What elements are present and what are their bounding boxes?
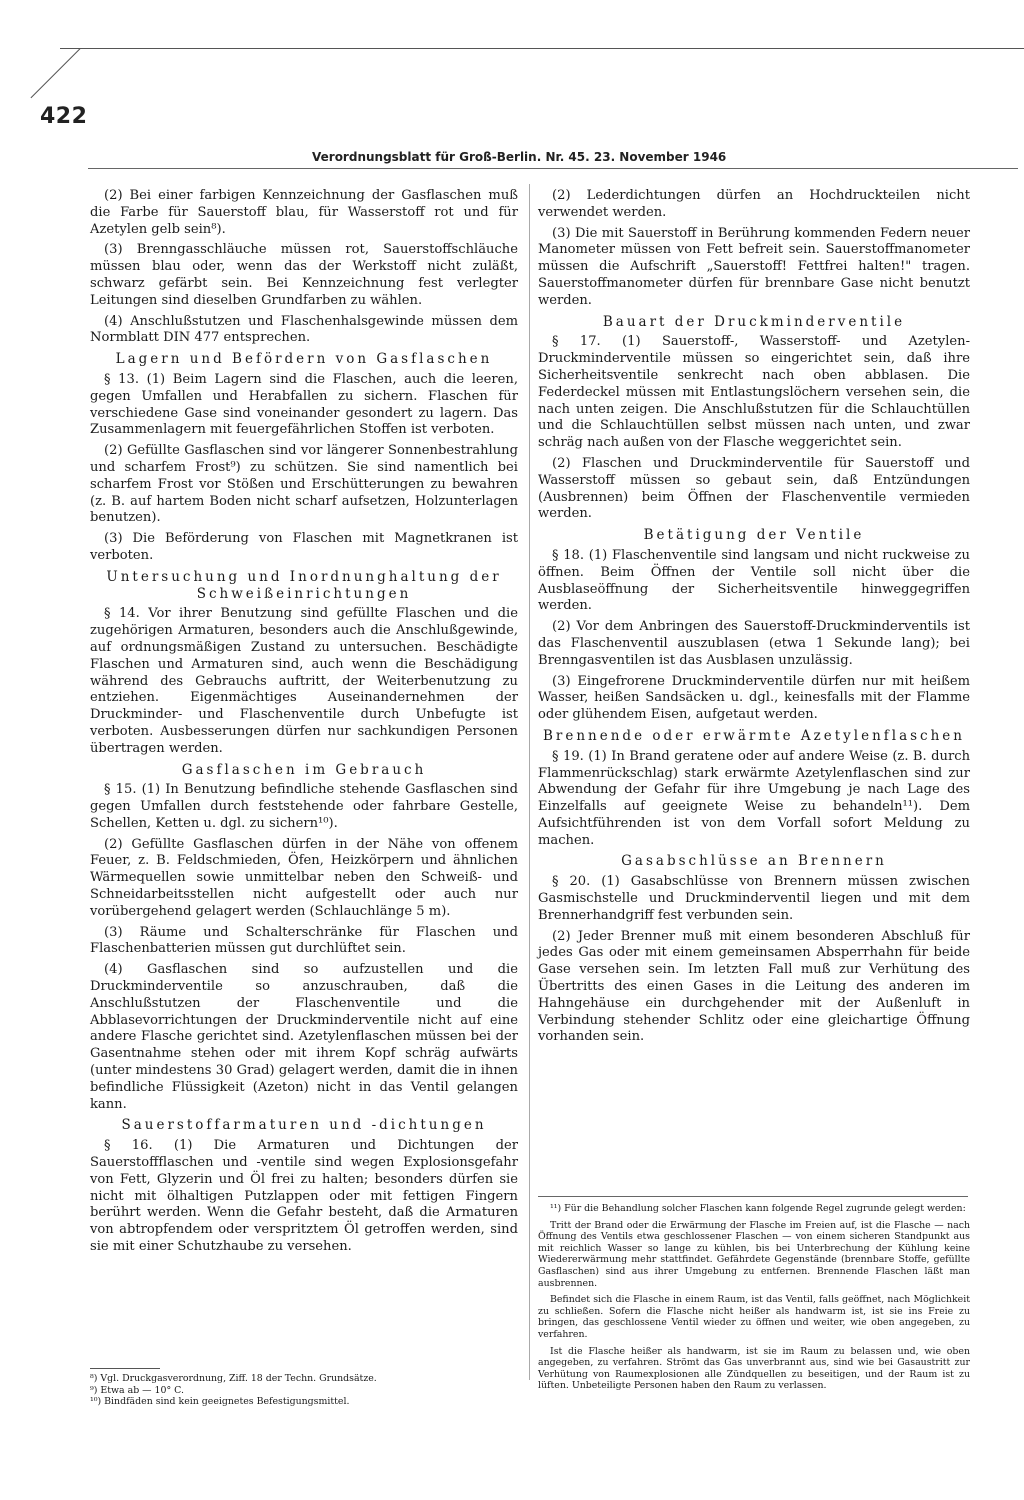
right-footnote xyxy=(538,1196,970,1397)
section-heading: Betätigung der Ventile xyxy=(643,527,865,544)
left-footnotes xyxy=(90,1368,518,1408)
top-border-line xyxy=(60,48,1024,49)
running-title: Verordnungsblatt für Groß-Berlin. Nr. 45. 23. November 1946 xyxy=(312,150,727,164)
footnote-paragraph: Ist die Flasche heißer als handwarm, ist sie im Raum zu belassen und, wie oben angegeben, zu verfahren. Strömt das Gas unverbrannt aus, sind wie bei Gasaustritt zur Verhütung von Raumexplosionen alle Zündquellen zu beseitigen, und der Raum ist zu lüften. Unbeteiligte Personen haben den Raum zu verlassen. xyxy=(538,1345,970,1392)
footnote-paragraph: Befindet sich die Flasche in einem Raum, ist das Ventil, falls geöffnet, nach Möglichkeit zu schließen. Sofern die Flasche nicht heißer als handwarm ist, ist sie ins Freie zu bringen, das geschlossene Ventil wieder zu öffnen und weiter, wie oben angegeben, zu verfahren. xyxy=(538,1294,970,1340)
paragraph: (4) Anschlußstutzen und Flaschenhalsgewinde müssen dem Normblatt DIN 477 entsprechen. xyxy=(90,313,518,346)
column-divider xyxy=(529,184,530,1380)
right-column xyxy=(538,188,970,1050)
paragraph: § 15. (1) In Benutzung befindliche stehende Gasflaschen sind gegen Umfallen durch feststehende oder fahrbare Gestelle, Schellen, Ketten u. dgl. zu sichern¹⁰). xyxy=(90,782,518,831)
paragraph: (2) Flaschen und Druckminderventile für Sauerstoff und Wasserstoff müssen so gebaut sein, daß Entzündungen (Ausbrennen) beim Öffnen der Flaschenventile vermieden werden. xyxy=(538,455,970,522)
paragraph: § 19. (1) In Brand geratene oder auf andere Weise (z. B. durch Flammenrückschlag) stark erwärmte Azetylenflaschen sind zur Abwendung der Gefahr für ihre Umgebung je nach Lage des Einzelfalls auf geeignete Weise zu behandeln¹¹). Dem Aufsichtführenden ist von dem Vorfall sofort Meldung zu machen. xyxy=(538,748,970,848)
paragraph: (3) Räume und Schalterschränke für Flaschen und Flaschenbatterien müssen gut durchlüftet sein. xyxy=(90,924,518,957)
paragraph: (3) Eingefrorene Druckminderventile dürfen nur mit heißem Wasser, heißen Sandsäcken u. dgl., keinesfalls mit der Flamme oder glühendem Eisen, aufgetaut werden. xyxy=(538,673,970,723)
footnote-paragraph: Tritt der Brand oder die Erwärmung der Flasche im Freien auf, ist die Flasche — nach Öffnung des Ventils etwa geschlossener Flaschen — von einem sicheren Standpunkt aus mit reichlich Wasser so lange zu kühlen, bis bei Unterbrechung der Kühlung keine Wiedererwärmung mehr stattfindet. Gefährdete Gegenstände (brennbare Stoffe, gefüllte Gasflaschen) sind aus ihrer Umgebung zu entfernen. Brennende Flaschen läßt man ausbrennen. xyxy=(538,1219,970,1289)
footnote-rule xyxy=(90,1368,160,1369)
top-corner-line xyxy=(31,48,81,98)
footnote: ⁸) Vgl. Druckgasverordnung, Ziff. 18 der Techn. Grundsätze. xyxy=(90,1373,377,1384)
paragraph: § 17. (1) Sauerstoff-, Wasserstoff- und Azetylen-Druckminderventile müssen so eingerichtet sein, daß ihre Sicherheitsventile senkrecht nach oben abblasen. Die Federdeckel müssen mit Entlastungslöchern versehen sein, die nach unten zeigen. Die Anschlußstutzen für die Schlauchtüllen und die Schlauchtüllen selbst müssen nach unten, und zwar schräg nach außen von der Flasche weggerichtet sein. xyxy=(538,334,970,451)
paragraph: (2) Gefüllte Gasflaschen dürfen in der Nähe von offenem Feuer, z. B. Feldschmieden, Öfen, Heizkörpern und ähnlichen Wärmequellen sowie unmittelbar neben den Schweiß- und Schneidarbeitsstellen nicht aufgestellt oder auch nur vorübergehend gelagert werden (Schlauchlänge 5 m). xyxy=(90,836,518,919)
footnote-paragraph: ¹¹) Für die Behandlung solcher Flaschen kann folgende Regel zugrunde gelegt werden: xyxy=(550,1203,966,1214)
paragraph: (2) Gefüllte Gasflaschen sind vor längerer Sonnenbestrahlung und scharfem Frost⁹) zu schützen. Sie sind namentlich bei scharfem Frost vor Stößen und Erschütterungen zu bewahren (z. B. auf hartem Boden nicht scharf aufsetzen, Holzunterlagen benutzen). xyxy=(90,443,518,526)
section-heading: Bauart der Druckminderventile xyxy=(602,313,906,330)
section-heading: Brennende oder erwärmte Azetylenflaschen xyxy=(542,727,965,744)
section-heading: Sauerstoffarmaturen und -dichtungen xyxy=(121,1117,487,1134)
left-column xyxy=(90,188,518,1260)
paragraph: § 14. Vor ihrer Benutzung sind gefüllte Flaschen und die zugehörigen Armaturen, besonders auch die Anschlußgewinde, auf ordnungsmäßigen Zustand zu untersuchen. Beschädigte Flaschen und Armaturen sind, auch wenn die Beschädigung während des Gebrauchs auftritt, der Weiterbenutzung zu entziehen. Eigenmächtiges Auseinandernehmen der Druckminder- und Flaschenventile durch Unbefugte ist verboten. Ausbesserungen dürfen nur sachkundigen Personen übertragen werden. xyxy=(90,606,518,756)
section-heading: Gasflaschen im Gebrauch xyxy=(181,761,427,778)
footnote-rule xyxy=(538,1196,968,1197)
section-heading: Untersuchung und Inordnunghaltung der Schweißeinrichtungen xyxy=(106,568,502,602)
page-number: 422 xyxy=(40,104,88,129)
paragraph: (4) Gasflaschen sind so aufzustellen und die Druckminderventile so anzuschrauben, daß die Anschlußstutzen der Flaschenventile und die Abblasevorrichtungen der Druckminderventile nicht auf eine andere Flasche gerichtet sind. Azetylenflaschen müssen bei der Gasentnahme stehen oder mit ihrem Kopf schräg aufwärts (unter mindestens 30 Grad) gelagert werden, damit die in ihnen befindliche Flüssigkeit (Azeton) nicht in das Ventil gelangen kann. xyxy=(90,962,518,1112)
paragraph: (2) Bei einer farbigen Kennzeichnung der Gasflaschen muß die Farbe für Sauerstoff blau, für Wasserstoff rot und für Azetylen gelb sein⁸). xyxy=(90,188,518,237)
footnote: ¹⁰) Bindfäden sind kein geeignetes Befestigungsmittel. xyxy=(90,1396,350,1407)
paragraph: (3) Die mit Sauerstoff in Berührung kommenden Federn neuer Manometer müssen von Fett befreit sein. Sauerstoffmanometer müssen die Aufschrift „Sauerstoff! Fettfrei halten!" tragen. Sauerstoffmanometer dürfen für brennbare Gase nicht benutzt werden. xyxy=(538,225,970,308)
paragraph: § 13. (1) Beim Lagern sind die Flaschen, auch die leeren, gegen Umfallen und Herabfallen zu sichern. Flaschen für verschiedene Gase sind voneinander gesondert zu lagern. Das Zusammenlagern mit feuergefährlichen Stoffen ist verboten. xyxy=(90,371,518,438)
paragraph: (3) Die Beförderung von Flaschen mit Magnetkranen ist verboten. xyxy=(90,531,518,563)
paragraph: (2) Jeder Brenner muß mit einem besonderen Abschluß für jedes Gas oder mit einem gemeinsamen Absperrhahn für beide Gase versehen sein. Im letzten Fall muß zur Verhütung des Übertritts des einen Gases in die Leitung des anderen im Hahngehäuse ein durchgehender mit der Außenluft in Verbindung stehender Schlitz oder eine gleichartige Öffnung vorhanden sein. xyxy=(538,928,970,1045)
paragraph: § 16. (1) Die Armaturen und Dichtungen der Sauerstoffflaschen und -ventile sind wegen Explosionsgefahr von Fett, Glyzerin und Öl frei zu halten; besonders dürfen sie nicht mit ölhaltigen Putzlappen oder mit fettigen Fingern berührt werden. Wenn die Gefahr besteht, daß die Armaturen von abtropfendem oder verspritztem Öl getroffen werden, sind sie mit einer Schutzhaube zu versehen. xyxy=(90,1138,518,1255)
paragraph: (2) Lederdichtungen dürfen an Hochdruckteilen nicht verwendet werden. xyxy=(538,188,970,220)
section-heading: Lagern und Befördern von Gasflaschen xyxy=(115,351,493,368)
paragraph: (2) Vor dem Anbringen des Sauerstoff-Druckminderventils ist das Flaschenventil auszublasen (etwa 1 Sekunde lang); bei Brenngasventilen ist das Ausblasen unzulässig. xyxy=(538,619,970,668)
header-rule xyxy=(88,168,1018,169)
paragraph: § 18. (1) Flaschenventile sind langsam und nicht ruckweise zu öffnen. Beim Öffnen der Ventile soll nicht über die Ausblaseöffnung der Sicherheitsventile hinweggegriffen werden. xyxy=(538,547,970,614)
paragraph: § 20. (1) Gasabschlüsse von Brennern müssen zwischen Gasmischstelle und Druckminderventil liegen und mit dem Brennerhandgriff fest verbunden sein. xyxy=(538,874,970,923)
paragraph: (3) Brenngasschläuche müssen rot, Sauerstoffschläuche müssen blau oder, wenn das der Werkstoff nicht zuläßt, schwarz gefärbt sein. Bei Kennzeichnung fest verlegter Leitungen sind dieselben Grundfarben zu wählen. xyxy=(90,242,518,308)
footnote: ⁹) Etwa ab — 10° C. xyxy=(90,1384,184,1396)
section-heading: Gasabschlüsse an Brennern xyxy=(621,853,887,870)
